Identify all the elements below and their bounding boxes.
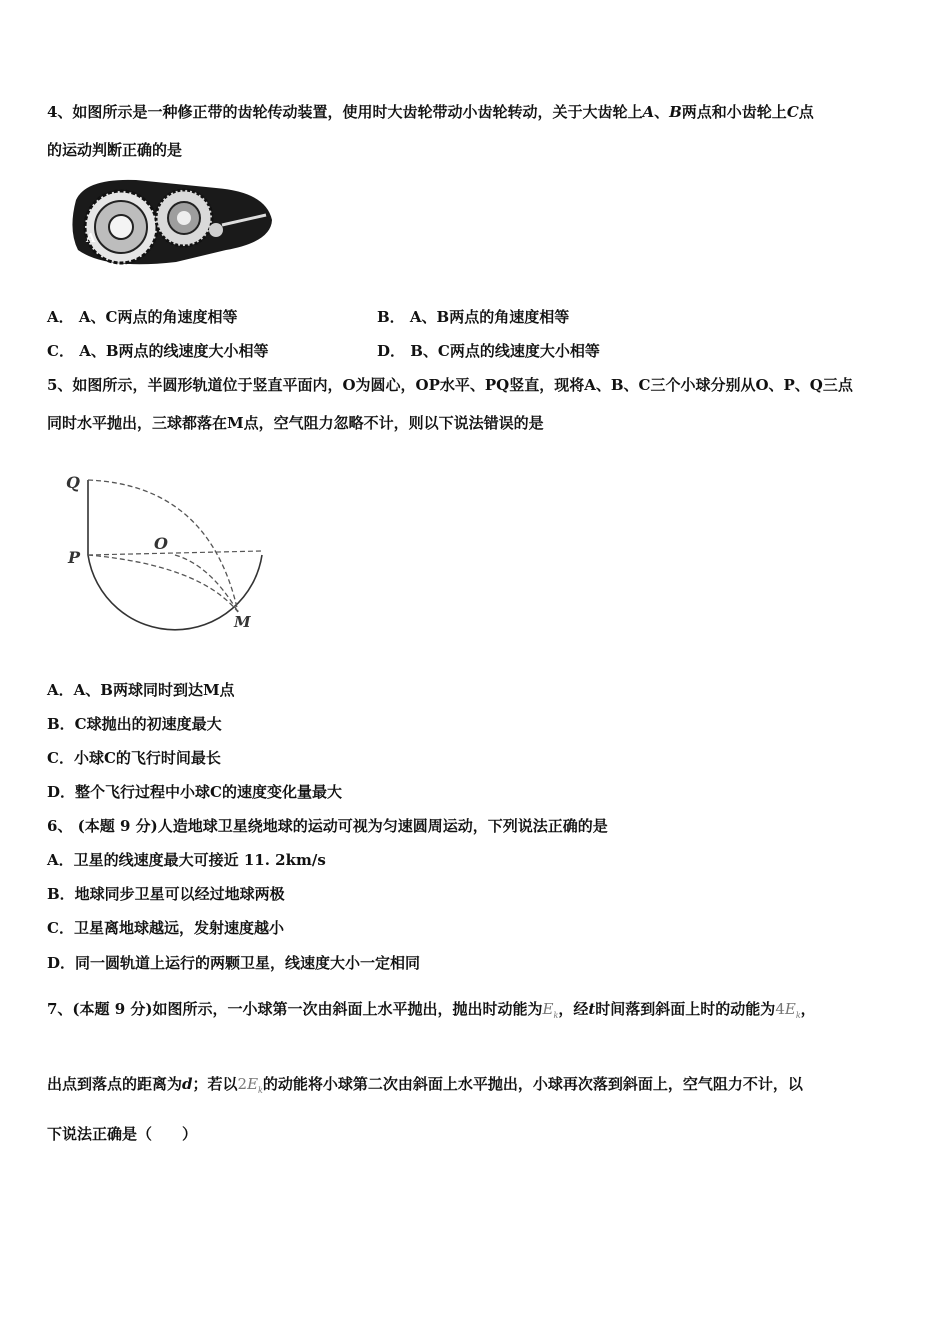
q6-option-a: A．卫星的线速度最大可接近 11. 2km/s bbox=[47, 851, 326, 869]
q4-option-b: B． A、B两点的角速度相等 bbox=[377, 308, 570, 326]
q5-stem-line1: 5、如图所示，半圆形轨道位于竖直平面内，O为圆心，OP水平、PQ竖直，现将A、B、C三个小球分别从O、P、Q三点 bbox=[47, 376, 853, 394]
gear-figure bbox=[66, 170, 276, 270]
q5-option-b: B．C球抛出的初速度最大 bbox=[47, 715, 222, 733]
q7-stem-line1: 7、(本题 9 分)如图所示，一小球第一次由斜面上水平抛出，抛出时动能为$E_k$，经t时间落到斜面上时的动能为$4E_k$， bbox=[47, 1000, 816, 1020]
q4-option-c: C． A、B两点的线速度大小相等 bbox=[47, 342, 269, 360]
q6-stem: 6、 (本题 9 分)人造地球卫星绕地球的运动可视为匀速圆周运动，下列说法正确的是 bbox=[47, 817, 608, 835]
q5-stem-line2: 同时水平抛出，三球都落在M点，空气阻力忽略不计，则以下说法错误的是 bbox=[47, 414, 544, 432]
q4-option-a: A． A、C两点的角速度相等 bbox=[47, 308, 238, 326]
svg-text:A: A bbox=[86, 231, 96, 245]
label-q: Q bbox=[66, 473, 80, 492]
label-m: M bbox=[234, 613, 251, 631]
q4-stem-line2: 的运动判断正确的是 bbox=[47, 141, 183, 159]
2ek-formula: $2E_k$ bbox=[237, 1075, 263, 1095]
q6-option-b: B．地球同步卫星可以经过地球两极 bbox=[47, 885, 285, 903]
label-o: O bbox=[154, 534, 168, 553]
label-p: P bbox=[68, 548, 81, 567]
q4-stem-line1: 4、如图所示是一种修正带的齿轮传动装置，使用时大齿轮带动小齿轮转动，关于大齿轮上A、B两点和小齿轮上C点 bbox=[47, 103, 814, 121]
q5-option-c: C．小球C的飞行时间最长 bbox=[47, 749, 221, 767]
q4-option-d: D． B、C两点的线速度大小相等 bbox=[377, 342, 600, 360]
q6-option-d: D．同一圆轨道上运行的两颗卫星，线速度大小一定相同 bbox=[47, 954, 421, 972]
ek-formula: $E_k$ bbox=[542, 1000, 559, 1020]
q7-stem-line3: 下说法正确是（ ） bbox=[47, 1125, 198, 1143]
q6-option-c: C．卫星离地球越远，发射速度越小 bbox=[47, 919, 284, 937]
semicircle-track-figure bbox=[60, 455, 280, 645]
q7-stem-line2: 出点到落点的距离为d；若以$2E_k$的动能将小球第二次由斜面上水平抛出，小球再次落到斜面上，空气阻力不计，以 bbox=[47, 1075, 803, 1095]
4ek-formula: $4E_k$ bbox=[775, 1000, 801, 1020]
q5-option-a: A．A、B两球同时到达M点 bbox=[47, 681, 235, 699]
q5-option-d: D．整个飞行过程中小球C的速度变化量最大 bbox=[47, 783, 342, 801]
